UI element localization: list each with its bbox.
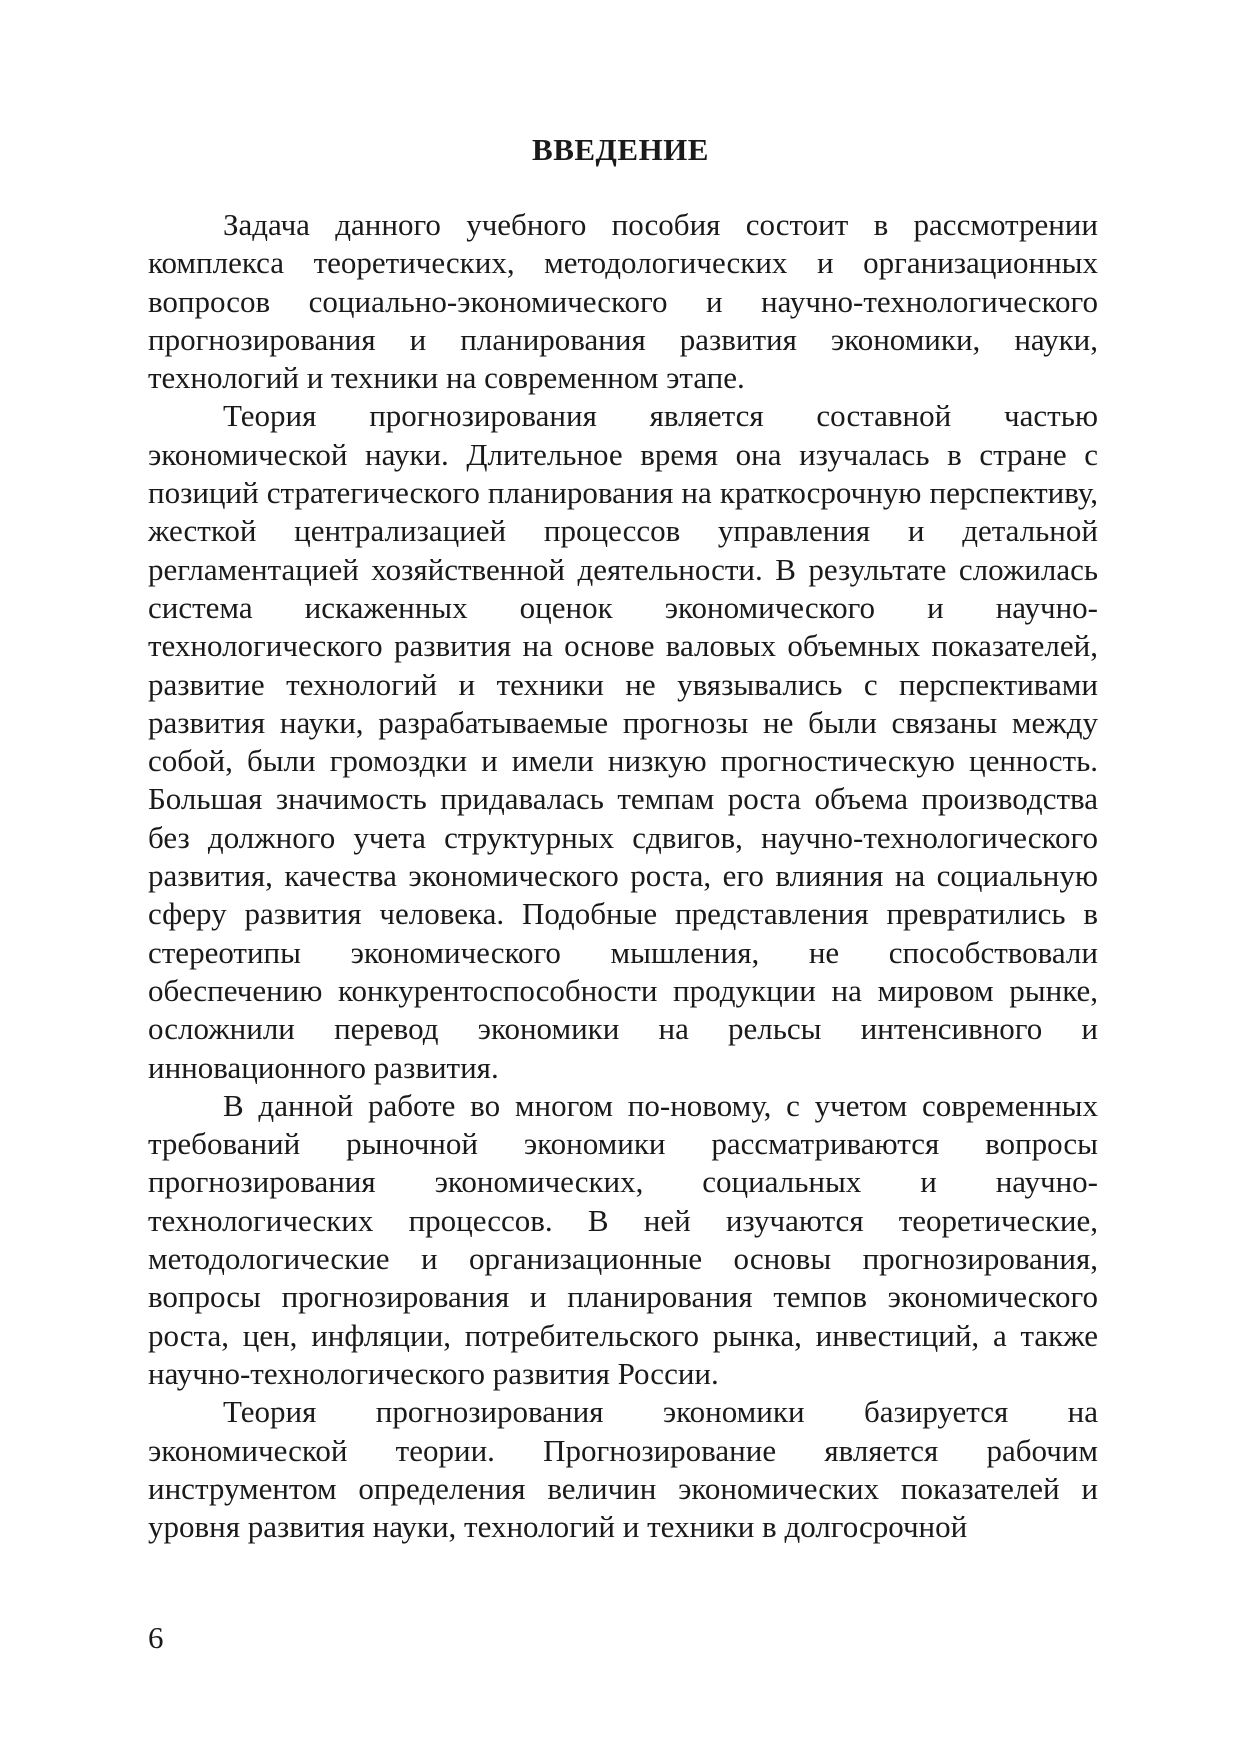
paragraph-1: Задача данного учебного пособия состоит в рассмотрении комплекса теоретических, методологических и организационных вопросов социально-экономического и научно-технологического прогнозирования и планирования развития экономики, науки, технологий и техники на современном этапе. (148, 207, 1098, 396)
paragraph-3: В данной работе во многом по-новому, с учетом современных требований рыночной экономики рассматриваются вопросы прогнозирования экономических, социальных и научно-технологических процессов. В ней изучаются теоретические, методологические и организационные основы прогнозирования, вопросы прогнозирования и планирования темпов экономического роста, цен, инфляции, потребительского рынка, инвестиций, а также научно-технологического развития России. (148, 1087, 1098, 1391)
paragraph-4: Теория прогнозирования экономики базируется на экономической теории. Прогнозирование является рабочим инструментом определения величин экономических показателей и уровня развития науки, технологий и техники в долгосрочной (148, 1394, 1098, 1545)
body-text (148, 206, 1098, 1546)
paragraph-2: Теория прогнозирования является составной частью экономической науки. Длительное время она изучалась в стране с позиций стратегического планирования на краткосрочную перспективу, жесткой централизацией процессов управления и детальной регламентацией хозяйственной деятельности. В результате сложилась система искаженных оценок экономического и научно-технологического развития на основе валовых объемных показателей, развитие технологий и техники не увязывались с перспективами развития науки, разрабатываемые прогнозы не были связаны между собой, были громоздки и имели низкую прогностическую ценность. Большая значимость придавалась темпам роста объема производства без должного учета структурных сдвигов, научно-технологического развития, качества экономического роста, его влияния на социальную сферу развития человека. Подобные представления превратились в стереотипы экономического мышления, не способствовали обеспечению конкурентоспособности продукции на мировом рынке, осложнили перевод экономики на рельсы интенсивного и инновационного развития. (148, 398, 1098, 1085)
section-heading: ВВЕДЕНИЕ (532, 132, 709, 167)
page-number: 6 (148, 1620, 164, 1655)
